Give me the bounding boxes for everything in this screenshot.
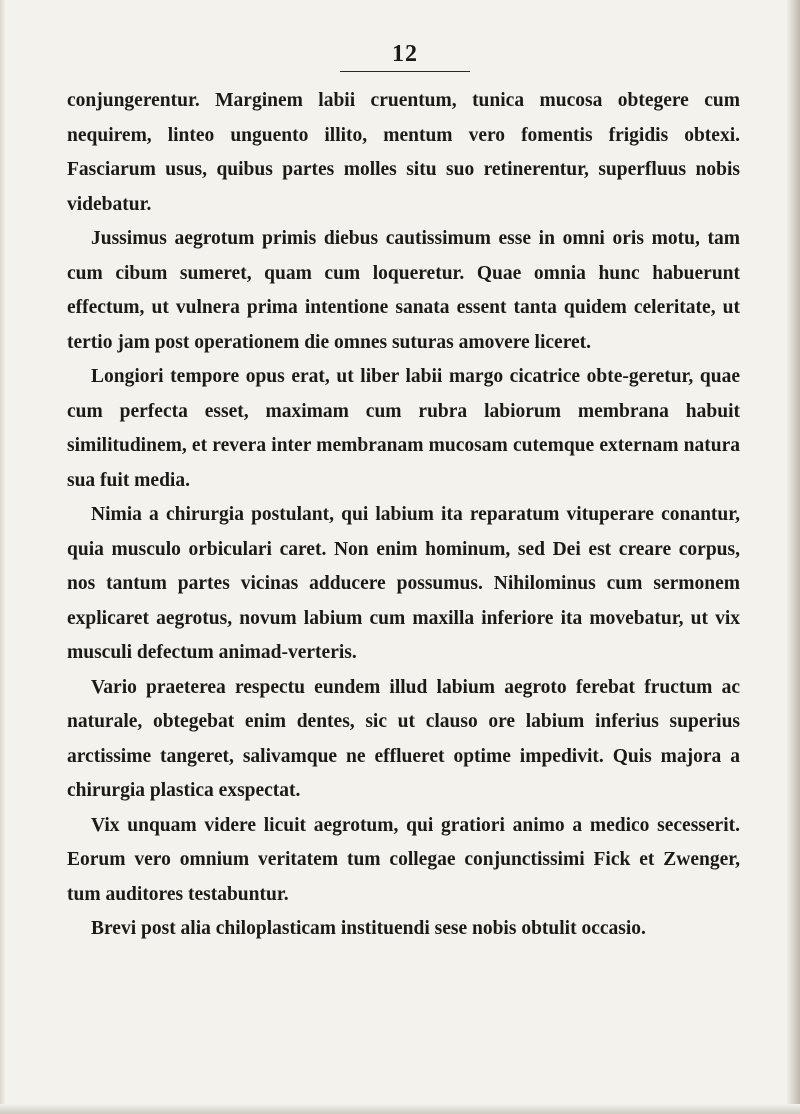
body-text [67, 84, 740, 947]
header-rule [340, 71, 470, 72]
page-number: 12 [392, 41, 418, 67]
page-edge-right [786, 0, 800, 1114]
paragraph-1: conjungerentur. Marginem labii cruentum, tunica mucosa obtegere cum nequirem, linteo unguento illito, mentum vero fomentis frigidis obtexi. Fasciarum usus, quibus partes molles situ suo retinerentur, superfluus nobis videbatur. [67, 90, 740, 215]
paragraph-5: Vario praeterea respectu eundem illud labium aegroto ferebat fructum ac naturale, obtegebat enim dentes, sic ut clauso ore labium inferius superius arctissime tangeret, salivamque ne efflueret optime impedivit. Quis majora a chirurgia plastica exspectat. [67, 676, 740, 801]
paragraph-4: Nimia a chirurgia postulant, qui labium ita reparatum vituperare conantur, quia musculo orbiculari caret. Non enim hominum, sed Dei est creare corpus, nos tantum partes vicinas adducere possumus. Nihilominus cum sermonem explicaret aegrotus, novum labium cum maxilla inferiore ita movebatur, ut vix musculi defectum animad-verteris. [67, 504, 740, 663]
page-edge-bottom [0, 1104, 800, 1114]
paragraph-2: Jussimus aegrotum primis diebus cautissimum esse in omni oris motu, tam cum cibum sumeret, quam cum loqueretur. Quae omnia hunc habuerunt effectum, ut vulnera prima intentione sanata essent tanta quidem celeritate, ut tertio jam post operationem die omnes suturas amovere liceret. [67, 228, 740, 353]
paragraph-3: Longiori tempore opus erat, ut liber labii margo cicatrice obte-geretur, quae cum perfecta esset, maximam cum rubra labiorum membrana habuit similitudinem, et revera inter membranam mucosam cutemque externam natura sua fuit media. [67, 366, 740, 491]
paragraph-7: Brevi post alia chiloplasticam instituendi sese nobis obtulit occasio. [91, 918, 646, 939]
page-edge-left [0, 0, 6, 1114]
paragraph-6: Vix unquam videre licuit aegrotum, qui gratiori animo a medico secesserit. Eorum vero omnium veritatem tum collegae conjunctissimi Fick et Zwenger, tum auditores testabuntur. [67, 814, 740, 905]
page-header [340, 40, 470, 72]
